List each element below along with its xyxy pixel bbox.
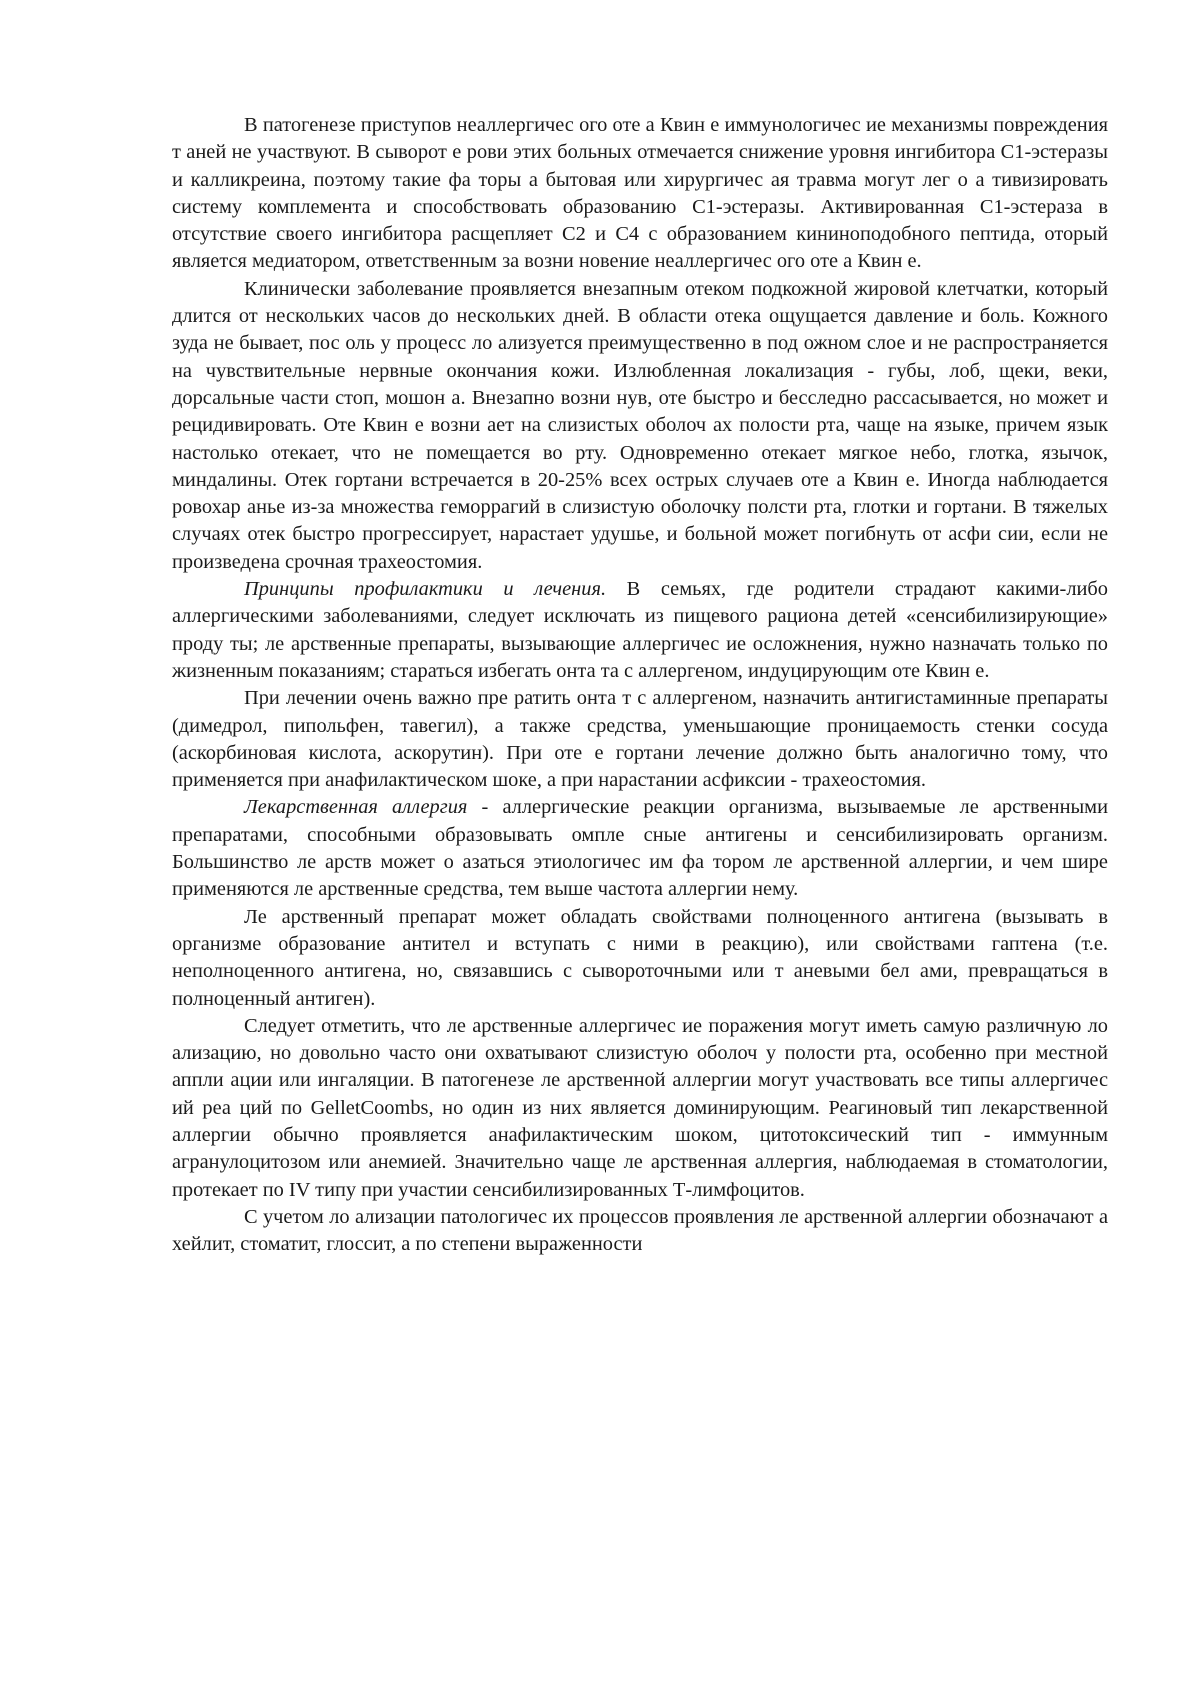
paragraph-text: С учетом ло ализации патологичес их процессов проявления ле арственной аллергии обозначают а хейлит, стоматит, глоссит, а по степени выраженности <box>172 1205 1108 1256</box>
document-page <box>172 112 1108 1258</box>
paragraph-antigen-properties <box>172 904 1108 1013</box>
paragraph-treatment <box>172 685 1108 794</box>
paragraph-text: Следует отметить, что ле арственные аллергичес ие поражения могут иметь самую различную ло ализацию, но довольно часто они охватывают слизистую оболоч у полости рта, особенно при местной аппли ации или ингаляции. В патогенезе ле арственной аллергии могут участвовать все типы аллергичес ий реа ций по GelletCoombs, но один из них является доминирующим. Реагиновый тип лекарственной аллергии обычно проявляется анафилактическим шоком, цитотоксический тип - иммунным агранулоцитозом или анемией. Значительно чаще ле арственная аллергия, наблюдаемая в стоматологии, протекает по IV типу при участии сенсибилизированных Т-лимфоцитов. <box>172 1014 1108 1201</box>
paragraph-drug-allergy-definition <box>172 794 1108 903</box>
paragraph-lead: Принципы профилактики и лечения. <box>244 578 607 601</box>
paragraph-prevention-principles <box>172 576 1108 685</box>
paragraph-text: В семьях, где родители страдают какими-либо аллергическими заболеваниями, следует исключать из пищевого рациона детей «сенсибилизирующие» проду ты; ле арственные препараты, вызывающие аллергичес ие осложнения, нужно назначать только по жизненным показаниям; стараться избегать онта та с аллергеном, индуцирующим оте Квин е. <box>172 578 1108 682</box>
paragraph-text: В патогенезе приступов неаллергичес ого оте а Квин е иммунологичес ие механизмы повреждения т аней не участвуют. В сыворот е рови этих больных отмечается снижение уровня ингибитора С1-эстеразы и калликреина, поэтому такие фа торы а бытовая или хирургичес ая травма могут лег о а тивизировать систему комплемента и способствовать образованию С1-эстеразы. Активированная С1-эстераза в отсутствие своего ингибитора расщепляет С2 и С4 с образованием кининоподобного пептида, оторый является медиатором, ответственным за возни новение неаллергичес ого оте а Квин е. <box>172 114 1108 273</box>
paragraph-text: Ле арственный препарат может обладать свойствами полноценного антигена (вызывать в организме образование антител и вступать с ними в реакцию), или свойствами гаптена (т.е. неполноценного антигена, но, связавшись с сывороточными или т аневыми бел ами, превращаться в полноценный антиген). <box>172 905 1108 1010</box>
paragraph-text: - аллергические реакции организма, вызываемые ле арственными препаратами, способными образовывать омпле сные антигены и сенсибилизировать организм. Большинство ле арств может о азаться этиологичес им фа тором ле арственной аллергии, и чем шире применяются ле арственные средства, тем выше частота аллергии нему. <box>172 796 1108 901</box>
paragraph-manifestations <box>172 1204 1108 1259</box>
paragraph-localization <box>172 1013 1108 1204</box>
paragraph-clinical-picture <box>172 276 1108 576</box>
paragraph-text: При лечении очень важно пре ратить онта т с аллергеном, назначить антигистаминные препараты (димедрол, пипольфен, тавегил), а также средства, уменьшающие проницаемость стенки сосуда (аскорбиновая кислота, аскорутин). При оте е гортани лечение должно быть аналогично тому, что применяется при анафилактическом шоке, а при нарастании асфиксии - трахеостомия. <box>172 687 1108 792</box>
paragraph-angioedema-pathogenesis <box>172 112 1108 276</box>
paragraph-lead: Лекарственная аллергия <box>244 796 468 819</box>
paragraph-text: Клинически заболевание проявляется внезапным отеком подкожной жировой клетчатки, который длится от нескольких часов до нескольких дней. В области отека ощущается давление и боль. Кожного зуда не бывает, пос оль у процесс ло ализуется преимущественно в под ожном слое и не распространяется на чувствительные нервные окончания кожи. Излюбленная локализация - губы, лоб, щеки, веки, дорсальные части стоп, мошон а. Внезапно возни нув, оте быстро и бесследно рассасывается, но может и рецидивировать. Оте Квин е возни ает на слизистых оболоч ах полости рта, чаще на языке, причем язык настолько отекает, что не помещается во рту. Одновременно отекает мягкое небо, глотка, язычок, миндалины. Отек гортани встречается в 20-25% всех острых случаев оте а Квин е. Иногда наблюдается ровохар анье из-за множества геморрагий в слизистую оболочку полсти рта, глотки и гортани. В тяжелых случаях отек быстро прогрессирует, нарастает удушье, и больной может погибнуть от асфи сии, если не произведена срочная трахеостомия. <box>172 277 1108 573</box>
